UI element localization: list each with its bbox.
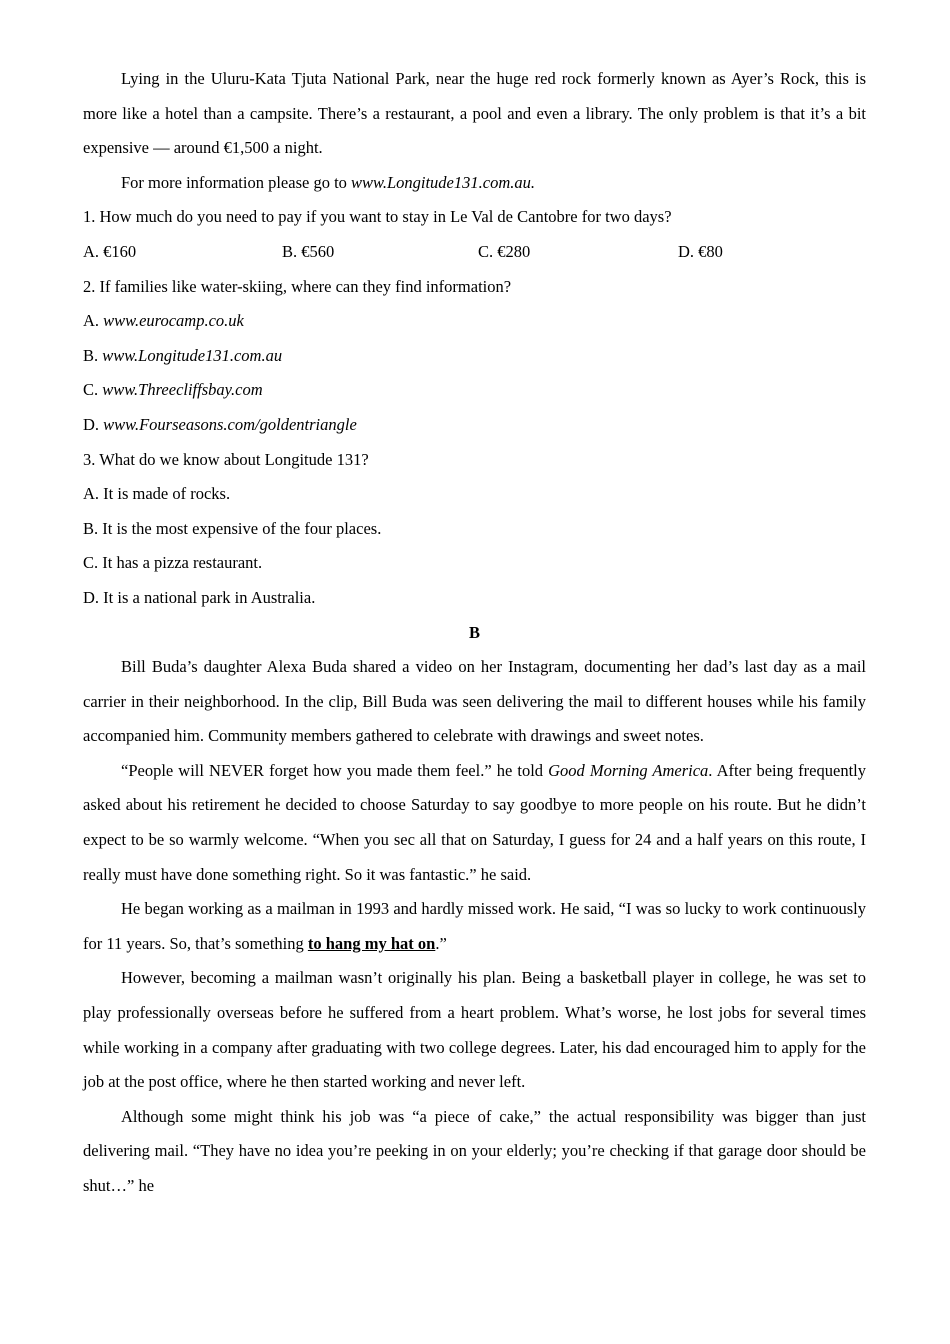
question-2-option-c-prefix: C. [83,380,103,400]
question-3-option-d[interactable] [83,581,866,616]
question-1-options [83,235,866,270]
section-b-paragraph-4 [83,961,866,1099]
question-2-option-d-prefix: D. [83,414,104,434]
section-b-paragraph-5 [83,1100,866,1204]
question-2-option-d[interactable] [83,408,866,443]
question-3-option-d-prefix: D. [83,587,104,607]
question-1-option-d[interactable]: D. €80 [678,241,723,261]
question-3-option-b-text: It is the most expensive of the four places. [102,518,382,538]
question-2-option-a-prefix: A. [83,311,104,331]
question-2-option-b[interactable] [83,339,866,374]
question-2-option-a[interactable] [83,304,866,339]
question-3-option-a-text: It is made of rocks. [103,484,231,504]
text-run: However, becoming a mailman wasn’t originally his plan. Being a basketball player in college, he was set to play professionally overseas before he suffered from a heart problem. What’s worse, he lost jobs for several times while working in a company after graduating with two college degrees. Later, his dad encouraged him to apply for the job at the post office, where he then started working and never left. [83,968,866,1092]
section-b-paragraph-3 [83,892,866,961]
text-run: .” [435,933,447,953]
passage-paragraph-2 [83,166,866,201]
text-run: He began working as a mailman in 1993 and hardly missed work. He said, “I was so lucky to work continuously for 11 years. So, that’s something [83,899,866,953]
question-2-option-c-text: www.Threecliffsbay.com [102,380,263,400]
text-run: to hang my hat on [307,933,436,953]
text-run: Good Morning America [548,760,709,780]
question-3-option-c-prefix: C. [83,553,103,573]
question-3-option-d-text: It is a national park in Australia. [103,587,316,607]
page-content [83,62,866,1204]
text-run: “People will NEVER forget how you made them feel.” he told [121,760,549,780]
text-run: . After being frequently asked about his retirement he decided to choose Saturday to say goodbye to more people on his route. But he didn’t expect to be so warmly welcome. “When you sec all that on Saturday, I guess for 24 and a half years on this route, I really must have done something right. So it was fantastic.” he said. [83,760,866,884]
question-3-option-c[interactable] [83,546,866,581]
question-3-option-a-prefix: A. [83,484,104,504]
text-run: For more information please go to [121,172,352,192]
question-3-option-b[interactable] [83,512,866,547]
question-2-stem: 2. If families like water-skiing, where can they find information? [83,276,512,296]
question-2-option-b-text: www.Longitude131.com.au [102,345,283,365]
section-b-paragraph-2 [83,754,866,892]
text-run: Although some might think his job was “a piece of cake,” the actual responsibility was bigger than just delivering mail. “They have no idea you’re peeking in on your elderly; you’re checking if that garage door should be shut…” he [83,1106,866,1195]
text-run: Lying in the Uluru-Kata Tjuta National Park, near the huge red rock formerly known as Ayer’s Rock, this is more like a hotel than a campsite. There’s a restaurant, a pool and even a library. The only problem is that it’s a bit expensive — around €1,500 a night. [83,69,866,158]
question-2-option-b-prefix: B. [83,345,103,365]
question-3-option-c-text: It has a pizza restaurant. [102,553,263,573]
question-1-stem: 1. How much do you need to pay if you want to stay in Le Val de Cantobre for two days? [83,207,672,227]
question-3-option-b-prefix: B. [83,518,103,538]
question-3-option-a[interactable] [83,477,866,512]
question-1-option-c[interactable]: C. €280 [478,241,531,261]
question-2-option-c[interactable] [83,373,866,408]
question-1-option-b[interactable]: B. €560 [282,241,335,261]
question-2-option-a-text: www.eurocamp.co.uk [103,311,244,331]
passage-paragraph-1 [83,62,866,166]
text-run: www.Longitude131.com.au. [351,172,535,192]
text-run: Bill Buda’s daughter Alexa Buda shared a video on her Instagram, documenting her dad’s last day as a mail carrier in their neighborhood. In the clip, Bill Buda was seen delivering the mail to different houses while his family accompanied him. Community members gathered to celebrate with drawings and sweet notes. [83,657,866,746]
question-3-stem: 3. What do we know about Longitude 131? [83,449,369,469]
question-2-option-d-text: www.Fourseasons.com/goldentriangle [103,414,357,434]
section-b-heading: B [468,622,480,642]
section-b-paragraph-1 [83,650,866,754]
question-1-option-a[interactable]: A. €160 [83,241,137,261]
